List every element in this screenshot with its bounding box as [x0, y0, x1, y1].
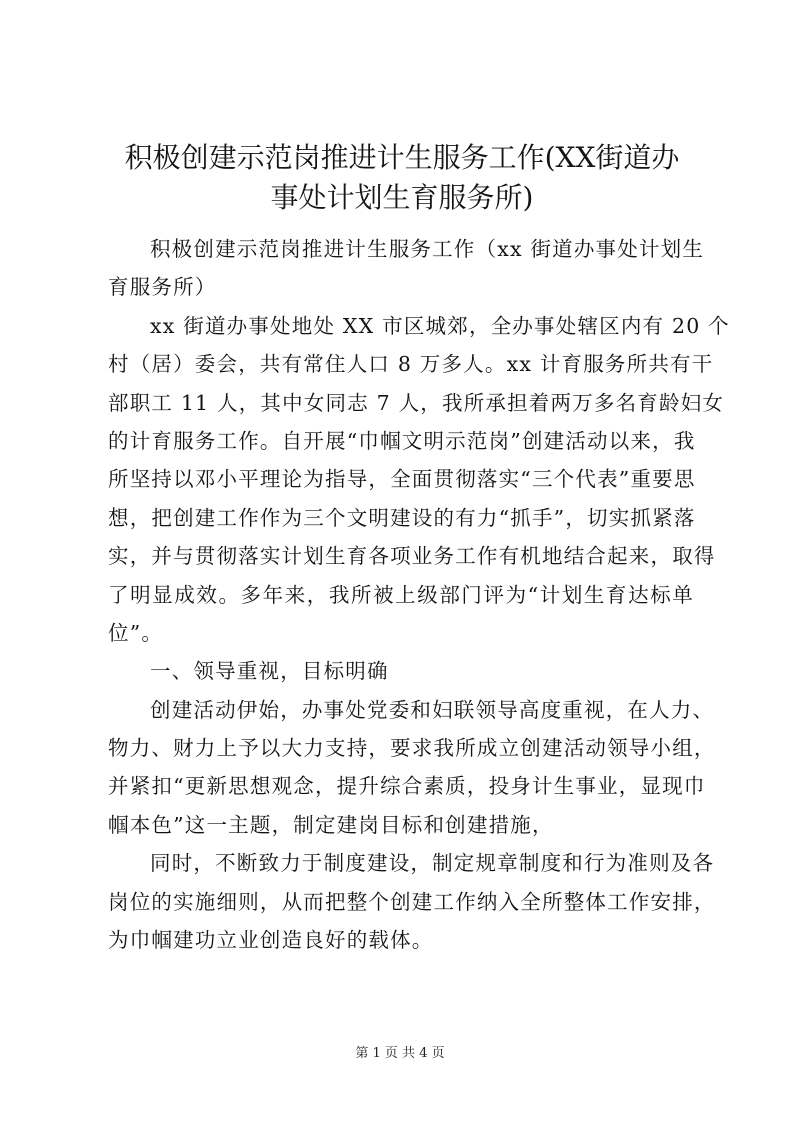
paragraph-line: 岗位的实施细则，从而把整个创建工作纳入全所整体工作安排，: [108, 889, 716, 914]
paragraph-line: 同时，不断致力于制度建设，制定规章制度和行为准则及各: [150, 851, 715, 876]
paragraph: [108, 307, 730, 653]
paragraph-line: 位”。: [108, 620, 164, 645]
document-body: [108, 230, 730, 959]
paragraph: [108, 844, 716, 959]
title-line: 事处计划生育服务所): [270, 181, 534, 214]
title-line: 积极创建示范岗推进计生服务工作(XX街道办: [124, 141, 680, 174]
paragraph: [108, 691, 716, 845]
paragraph-line: 育服务所）: [108, 275, 217, 300]
paragraph: [108, 230, 705, 307]
paragraph-line: 所坚持以邓小平理论为指导，全面贯彻落实“三个代表”重要思: [108, 467, 696, 492]
document-title: [100, 138, 704, 218]
paragraph-line: xx 街道办事处地处 XX 市区城郊，全办事处辖区内有 20 个: [150, 313, 730, 338]
paragraph-line: 部职工 11 人，其中女同志 7 人，我所承担着两万多名育龄妇女: [108, 390, 725, 415]
paragraph-line: 并紧扣“更新思想观念，提升综合素质，投身计生事业，显现巾: [108, 774, 706, 799]
paragraph-line: 的计育服务工作。自开展“巾帼文明示范岗”创建活动以来，我: [108, 428, 696, 453]
paragraph-line: 一、领导重视，目标明确: [150, 659, 389, 684]
paragraph-line: 帼本色”这一主题，制定建岗目标和创建措施，: [108, 812, 554, 837]
page-footer: 第 1 页 共 4 页: [355, 1046, 445, 1061]
paragraph-line: 实，并与贯彻落实计划生育各项业务工作有机地结合起来，取得: [108, 544, 716, 569]
paragraph-line: 物力、财力上予以大力支持，要求我所成立创建活动领导小组，: [108, 736, 716, 761]
paragraph: [108, 652, 694, 690]
paragraph-line: 了明显成效。多年来，我所被上级部门评为“计划生育达标单: [108, 582, 694, 607]
paragraph-line: 创建活动伊始，办事处党委和妇联领导高度重视，在人力、: [150, 697, 715, 722]
paragraph-line: 积极创建示范岗推进计生服务工作（xx 街道办事处计划生: [150, 237, 705, 261]
paragraph-line: 村（居）委会，共有常住人口 8 万多人。xx 计育服务所共有干: [108, 352, 714, 377]
paragraph-line: 想，把创建工作作为三个文明建设的有力“抓手”，切实抓紧落: [108, 505, 696, 530]
paragraph-line: 为巾帼建功立业创造良好的载体。: [108, 928, 434, 953]
